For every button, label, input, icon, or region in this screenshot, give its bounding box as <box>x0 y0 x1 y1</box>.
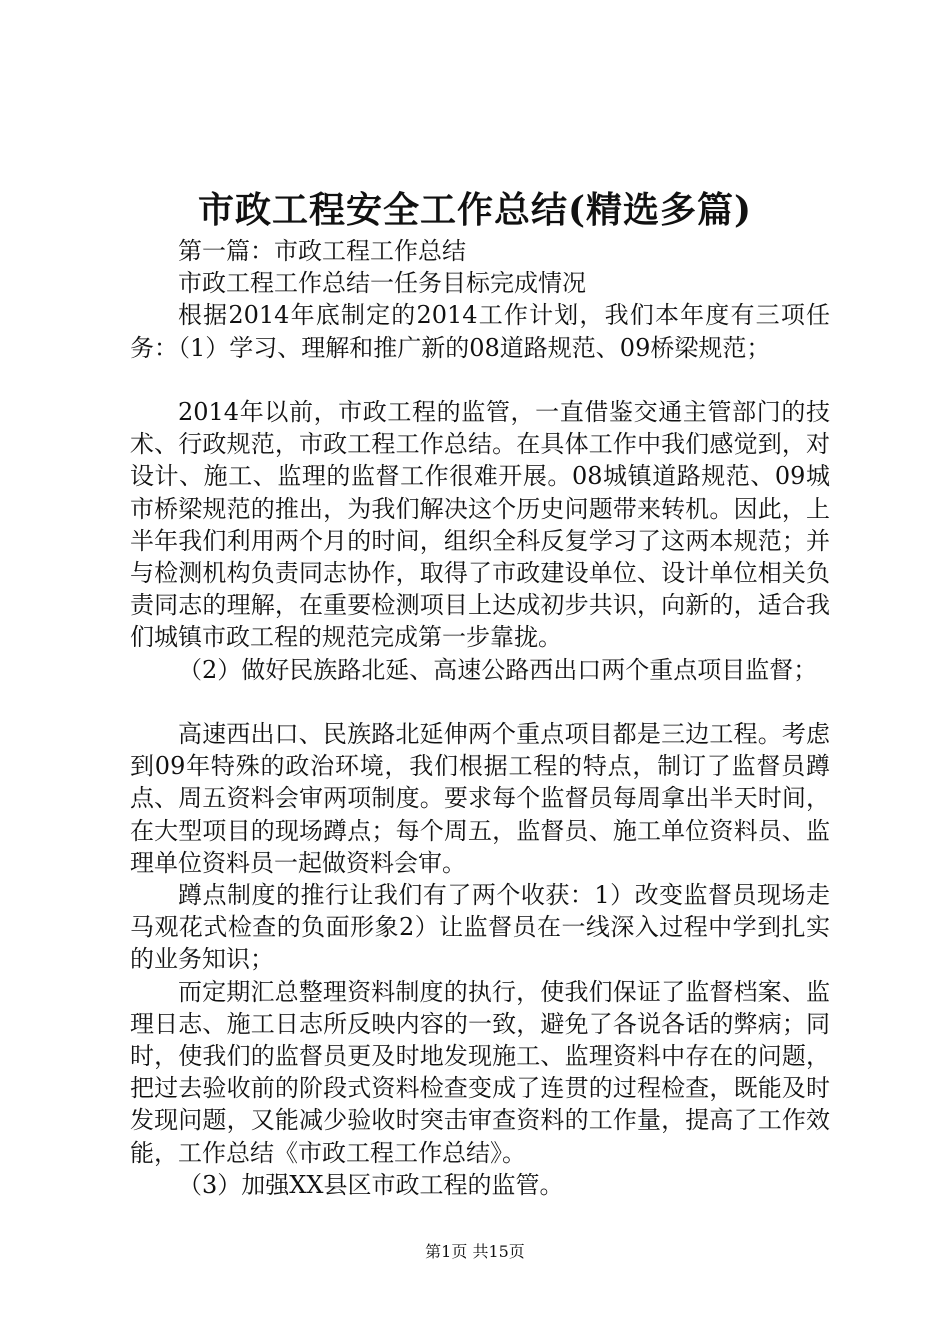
paragraph-5: （2）做好民族路北延、高速公路西出口两个重点项目监督； <box>178 655 818 684</box>
paragraph-4: 2014年以前，市政工程的监管，一直借鉴交通主管部门的技术、行政规范，市政工程工作总结。在具体工作中我们感觉到，对设计、施工、监理的监督工作很难开展。08城镇道路规范、09城市桥梁规范的推出，为我们解决这个历史问题带来转机。因此，上半年我们利用两个月的时间，组织全科反复学习了这两本规范；并与检测机构负责同志协作，取得了市政建设单位、设计单位相关负责同志的理解，在重要检测项目上达成初步共识，向新的，适合我们城镇市政工程的规范完成第一步靠拢。 <box>130 398 830 652</box>
paragraph-8: 而定期汇总整理资料制度的执行，使我们保证了监督档案、监理日志、施工日志所反映内容的一致，避免了各说各话的弊病；同时，使我们的监督员更及时地发现施工、监理资料中存在的问题，把过去验收前的阶段式资料检查变成了连贯的过程检查，既能及时发现问题，又能减少验收时突击审查资料的工作量，提高了工作效能，工作总结《市政工程工作总结》。 <box>130 977 830 1167</box>
paragraph-3: 根据2014年底制定的2014工作计划，我们本年度有三项任务：（1）学习、理解和推广新的08道路规范、09桥梁规范； <box>130 301 830 362</box>
document-title: 市政工程安全工作总结(精选多篇) <box>197 189 753 231</box>
document-body <box>130 235 830 1201</box>
paragraph-6: 高速西出口、民族路北延伸两个重点项目都是三边工程。考虑到09年特殊的政治环境，我们根据工程的特点，制订了监督员蹲点、周五资料会审两项制度。要求每个监督员每周拿出半天时间，在大型项目的现场蹲点；每个周五，监督员、施工单位资料员、监理单位资料员一起做资料会审。 <box>130 720 830 877</box>
paragraph-spacer-1 <box>130 364 830 396</box>
paragraph-spacer-2 <box>130 686 830 718</box>
paragraph-9: （3）加强XX县区市政工程的监管。 <box>178 1170 564 1199</box>
page-footer: 第1页 共15页 <box>425 1242 525 1261</box>
paragraph-2: 市政工程工作总结一任务目标完成情况 <box>178 269 586 298</box>
paragraph-1: 第一篇：市政工程工作总结 <box>178 237 466 265</box>
paragraph-7: 蹲点制度的推行让我们有了两个收获：1）改变监督员现场走马观花式检查的负面形象2）让监督员在一线深入过程中学到扎实的业务知识； <box>130 881 830 974</box>
